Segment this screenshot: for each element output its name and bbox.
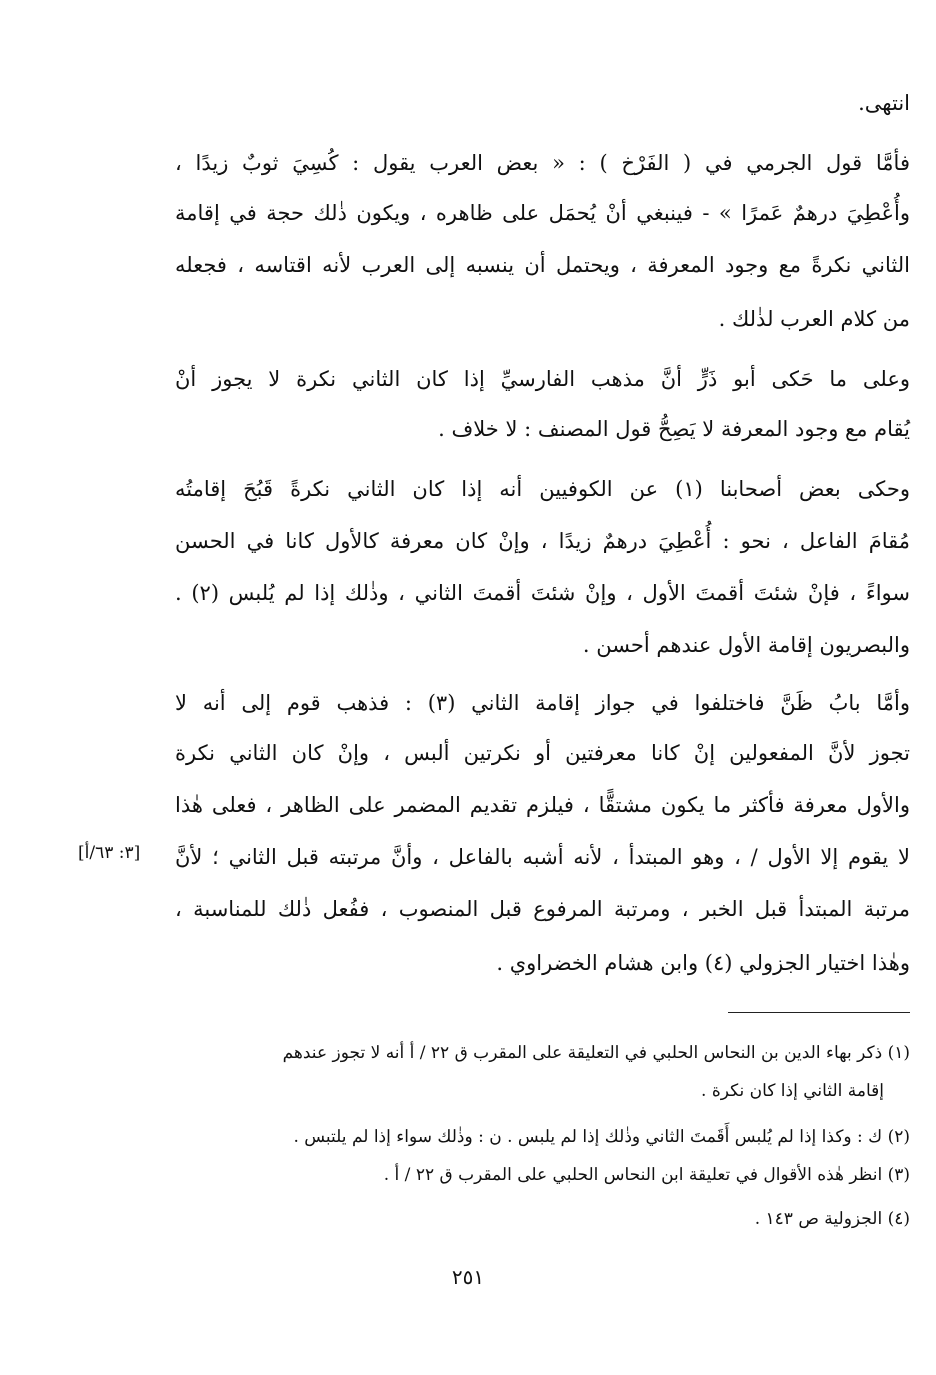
body-line: يُقام مع وجود المعرفة لا يَصِحُّ قول المصنف : لا خلاف .	[438, 417, 910, 441]
body-line: وأمَّا بابُ ظَنَّ فاختلفوا في جواز إقامة الثاني (٣) : فذهب قوم إلى أنه لا	[175, 691, 910, 715]
footnote: (٤) الجزولية ص ١٤٣ .	[754, 1209, 910, 1229]
footnote: (٢) ك : وكذا إذا لم يُلبس أَقَمتَ الثاني وذٰلك إذا لم يلبس . ن : وذٰلك سواء إذا لم يلتبس .	[293, 1127, 910, 1147]
body-line: فأمَّا قول الجرمي في ( الفَرْخ ) : « بعض العرب يقول : كُسِيَ ثوبٌ زيدًا ،	[175, 151, 910, 175]
body-line: سواءً ، فإنْ شئتَ أقمتَ الأول ، وإنْ شئتَ أقمتَ الثاني ، وذٰلك إذا لم يُلبس (٢) .	[175, 581, 910, 605]
body-line: انتهى.	[858, 91, 910, 115]
body-line: مُقامَ الفاعل ، نحو : أُعْطِيَ درهمٌ زيدًا ، وإنْ كان معرفة كالأول كانا في الحسن	[175, 529, 910, 553]
footnote: (٣) انظر هٰذه الأقوال في تعليقة ابن النحاس الحلبي على المقرب ق ٢٢ / أ .	[383, 1165, 910, 1185]
body-line: من كلام العرب لذٰلك .	[718, 307, 910, 331]
body-line: وحكى بعض أصحابنا (١) عن الكوفيين أنه إذا كان الثاني نكرةً قَبُحَ إقامتُه	[175, 477, 910, 501]
body-line: تجوز لأنَّ المفعولين إنْ كانا معرفتين أو نكرتين ألبس ، وإنْ كان الثاني نكرة	[175, 741, 910, 765]
body-line: وعلى ما حَكى أبو ذَرٍّ أنَّ مذهب الفارسيِّ إذا كان الثاني نكرة لا يجوز أنْ	[175, 367, 910, 391]
body-line: والبصريون إقامة الأول عندهم أحسن .	[582, 633, 910, 657]
body-line: وهٰذا اختيار الجزولي (٤) وابن هشام الخضراوي .	[496, 951, 910, 975]
page-number: ٢٥١	[451, 1265, 485, 1289]
body-line: وأُعْطِيَ درهمٌ عَمرًا » - فينبغي أنْ يُحمَل على ظاهره ، ويكون ذٰلك حجة في إقامة	[175, 201, 910, 225]
body-line: مرتبة المبتدأ قبل الخبر ، ومرتبة المرفوع قبل المنصوب ، ففُعل ذٰلك للمناسبة ،	[175, 897, 910, 921]
body-line: الثاني نكرةً مع وجود المعرفة ، ويحتمل أن ينسبه إلى العرب لأنه اقتاسه ، فجعله	[175, 253, 910, 277]
body-line: لا يقوم إلا الأول / ، وهو المبتدأ ، لأنه أشبه بالفاعل ، وأنَّ مرتبته قبل الثاني ؛ لأنَّ	[175, 845, 910, 869]
margin-reference: [٣: ٦٣/أ]	[78, 843, 141, 863]
footnote: (١) ذكر بهاء الدين بن النحاس الحلبي في التعليقة على المقرب ق ٢٢ / أ أنه لا تجوز عندهم	[282, 1043, 910, 1063]
footnote-divider	[728, 1012, 910, 1013]
footnote-continuation: إقامة الثاني إذا كان نكرة .	[701, 1081, 884, 1101]
body-line: والأول معرفة فأكثر ما يكون مشتقًّا ، فيلزم تقديم المضمر على الظاهر ، فعلى هٰذا	[175, 793, 910, 817]
